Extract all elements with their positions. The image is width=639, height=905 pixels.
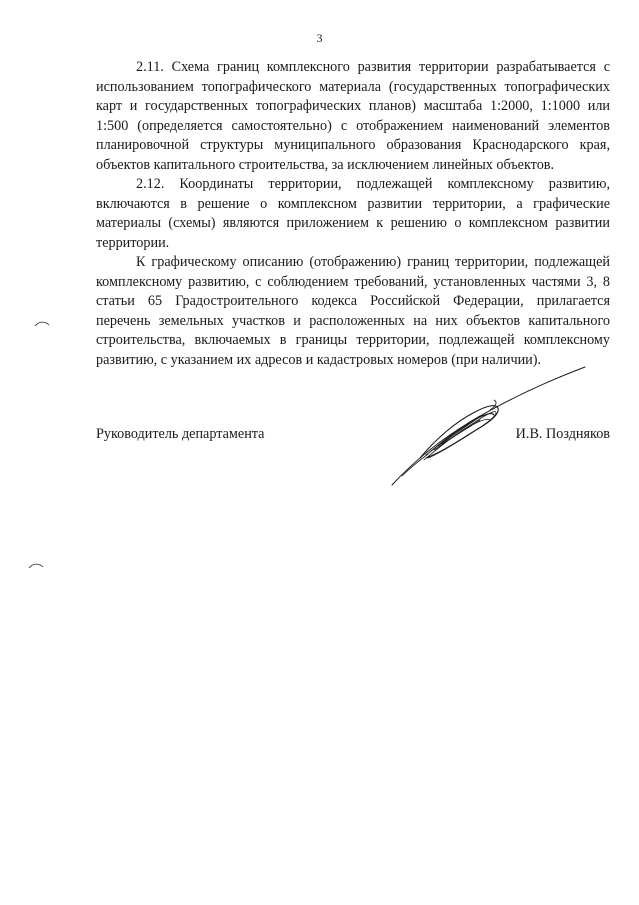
paragraph-2-12: 2.12. Координаты территории, подлежащей комплексному развитию, включаются в решение о комплексном развитии территории, а графические материалы (схемы) являются приложением к решению о комплексном развитии территории.	[96, 176, 610, 251]
paragraph-graphic-description: К графическому описанию (отображению) границ территории, подлежащей комплексному развитию, с соблюдением требований, установленных частями 3, 8 статьи 65 Градостроительного кодекса Российской Федерации, прилагается перечень земельных участков и расположенных на них объектов капитального строительства, включаемых в границы территории, подлежащей комплексному развитию, с указанием их адресов и кадастровых номеров (при наличии).	[96, 254, 610, 368]
handwritten-signature	[380, 360, 600, 490]
paragraph-2-11: 2.11. Схема границ комплексного развития территории разрабатывается с использованием топографического материала (государственных топографических карт и государственных топографических планов) масштаба 1:2000, 1:1000 или 1:500 (определяется самостоятельно) с отображением наименований элементов планировочной структуры муниципального образования Краснодарского края, объектов капитального строительства, за исключением линейных объектов.	[96, 59, 610, 173]
document-body	[96, 58, 610, 370]
signer-name: И.В. Поздняков	[515, 426, 610, 442]
page-number: 3	[316, 31, 323, 45]
margin-mark	[28, 562, 44, 570]
position-title: Руководитель департамента	[96, 426, 265, 442]
margin-mark	[34, 320, 50, 328]
